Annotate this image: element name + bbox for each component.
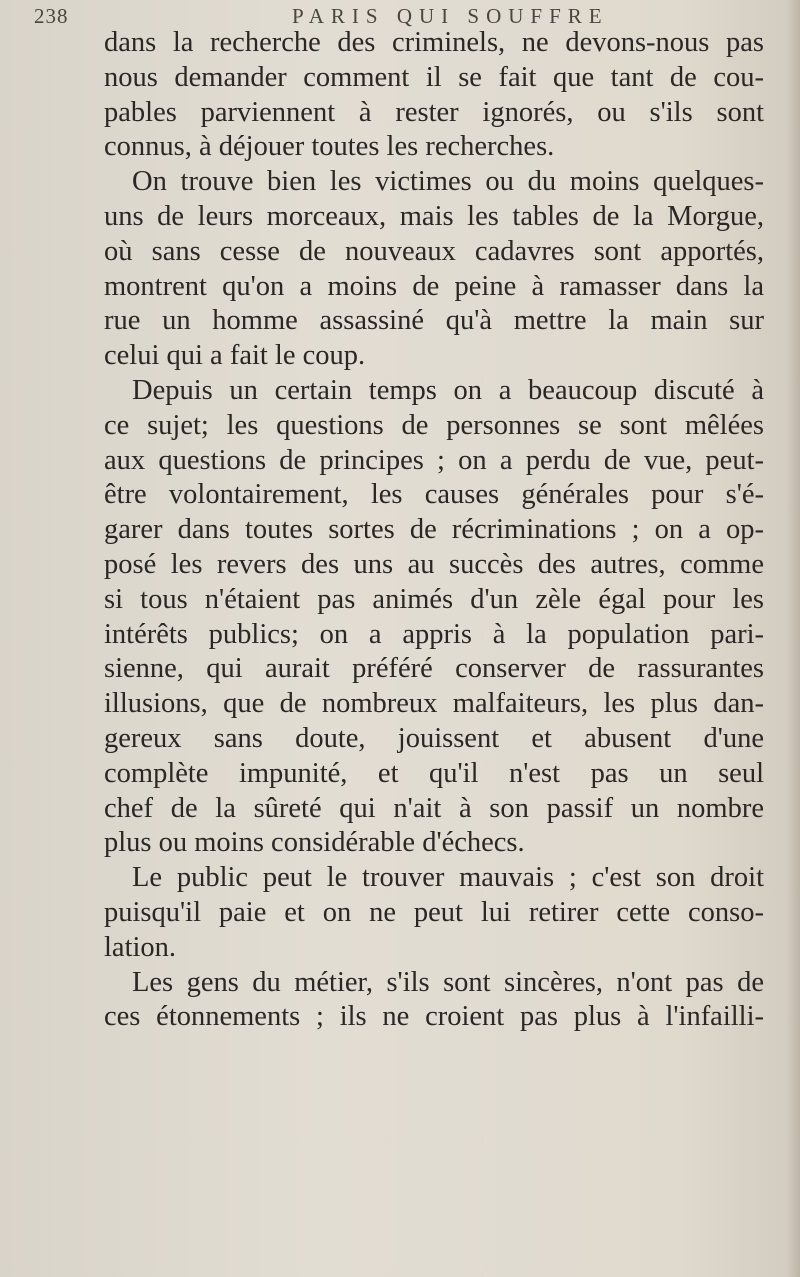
text-line: plus ou moins considérable d'échecs. <box>104 827 525 859</box>
text-line: nous demander comment il se fait que tant de cou- <box>104 61 764 93</box>
text-line: Depuis un certain temps on a beaucoup discuté à <box>132 374 764 406</box>
running-head <box>0 4 800 28</box>
body-text <box>104 26 764 1035</box>
text-line: dans la recherche des criminels, ne devons-nous pas <box>104 27 764 58</box>
text-line: ce sujet; les questions de personnes se sont mêlées <box>104 409 764 441</box>
text-line: gereux sans doute, jouissent et abusent d'une <box>104 722 764 754</box>
text-line: garer dans toutes sortes de récriminations ; on a op- <box>104 514 764 546</box>
page-edge-shadow <box>786 0 800 1277</box>
text-line: lation. <box>104 931 177 963</box>
text-line: illusions, que de nombreux malfaiteurs, les plus dan- <box>104 688 764 720</box>
text-line: intérêts publics; on a appris à la population pari- <box>104 618 764 650</box>
text-line: On trouve bien les victimes ou du moins quelques- <box>132 166 764 198</box>
page-number: 238 <box>34 4 69 28</box>
text-line: Les gens du métier, s'ils sont sincères, n'ont pas de <box>132 966 764 998</box>
text-line: si tous n'étaient pas animés d'un zèle égal pour les <box>104 583 764 615</box>
text-line: posé les revers des uns au succès des autres, comme <box>104 548 764 580</box>
text-line: chef de la sûreté qui n'ait à son passif un nombre <box>104 792 764 824</box>
running-title: PARIS QUI SOUFFRE <box>292 4 609 28</box>
text-line: rue un homme assassiné qu'à mettre la main sur <box>104 305 764 337</box>
text-line: où sans cesse de nouveaux cadavres sont apportés, <box>104 235 764 267</box>
text-line: Le public peut le trouver mauvais ; c'est son droit <box>132 862 764 894</box>
text-line: complète impunité, et qu'il n'est pas un seul <box>104 757 764 789</box>
text-line: aux questions de principes ; on a perdu de vue, peut- <box>104 444 764 476</box>
text-line: pables parviennent à rester ignorés, ou s'ils sont <box>104 96 764 128</box>
text-line: puisqu'il paie et on ne peut lui retirer cette conso- <box>104 896 764 928</box>
text-line: être volontairement, les causes générales pour s'é- <box>104 479 764 511</box>
text-line: sienne, qui aurait préféré conserver de rassurantes <box>104 653 764 685</box>
text-line: ces étonnements ; ils ne croient pas plus à l'infailli- <box>104 1001 764 1033</box>
text-line: celui qui a fait le coup. <box>104 340 366 372</box>
text-line: connus, à déjouer toutes les recherches. <box>104 131 555 163</box>
text-line: uns de leurs morceaux, mais les tables de la Morgue, <box>104 200 764 232</box>
text-line: montrent qu'on a moins de peine à ramasser dans la <box>104 270 764 302</box>
